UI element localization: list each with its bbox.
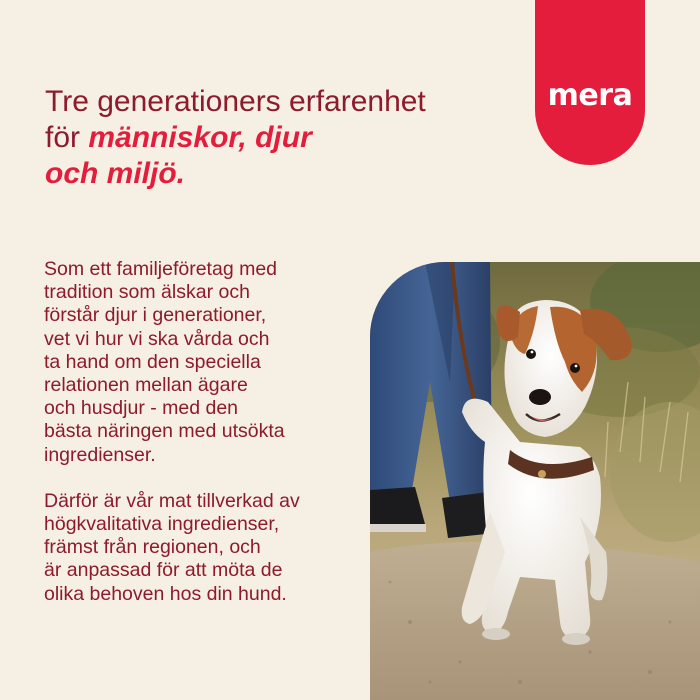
paragraph-2-line: främst från regionen, och <box>44 536 261 559</box>
paragraph-1-line: och husdjur - med den <box>44 397 239 420</box>
headline <box>45 84 515 192</box>
paragraph-2-line: högkvalitativa ingredienser, <box>44 513 280 536</box>
paragraph-1-line: ingredienser. <box>44 443 156 466</box>
paragraph-1-line: relationen mellan ägare <box>44 374 248 397</box>
paragraph-1-line: vet vi hur vi ska vårda och <box>44 327 270 350</box>
paragraph-1 <box>44 258 374 467</box>
paragraph-1-line: bästa näringen med utsökta <box>44 420 285 443</box>
brand-logo: mera <box>547 78 633 113</box>
headline-line-2 <box>45 120 515 156</box>
dog-photo-illustration <box>370 262 700 700</box>
paragraph-1-line: Som ett familjeföretag med <box>44 258 278 280</box>
dog-photo <box>370 262 700 700</box>
headline-accent-2: och miljö. <box>45 157 186 190</box>
paragraph-2-line: är anpassad för att möta de <box>44 559 283 582</box>
headline-line-2-prefix: för <box>45 121 89 154</box>
shoe-right <box>442 492 488 538</box>
paragraph-1-line: förstår djur i generationer, <box>44 304 267 327</box>
paragraph-2-line: olika behoven hos din hund. <box>44 582 287 605</box>
dog-eye-left <box>526 349 536 359</box>
paragraph-1-line: tradition som älskar och <box>44 281 250 304</box>
paragraph-1-line: ta hand om den speciella <box>44 350 261 373</box>
dog-eye-right <box>570 363 580 373</box>
paragraph-2 <box>44 490 374 606</box>
brand-logo-tab <box>535 0 645 165</box>
dog-nose <box>529 389 551 405</box>
headline-accent-1: människor, djur <box>88 121 312 154</box>
headline-line-1: Tre generationers erfarenhet <box>45 85 426 118</box>
paragraph-2-line: Därför är vår mat tillverkad av <box>44 489 300 512</box>
body-copy <box>44 258 374 606</box>
